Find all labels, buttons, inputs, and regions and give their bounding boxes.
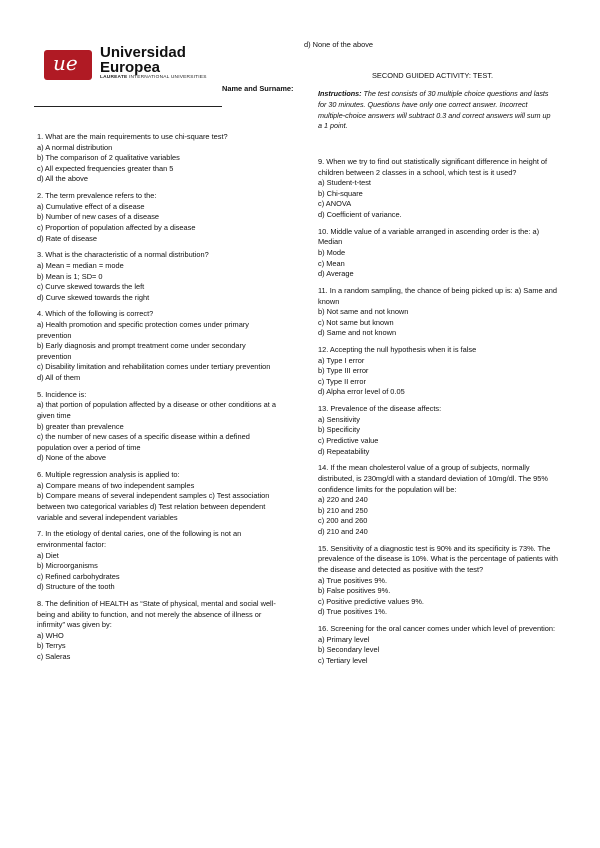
question-block <box>318 463 564 537</box>
answer-option: d) Rate of disease <box>37 233 97 243</box>
question-text: 7. In the etiology of dental caries, one of the following is not an environmental factor: <box>37 529 242 549</box>
answer-option: c) 200 and 260 <box>318 516 368 526</box>
answer-option: c) Proportion of population affected by a disease <box>37 222 196 232</box>
answer-option: b) False positives 9%. <box>318 586 391 596</box>
answer-option: b) Secondary level <box>318 645 380 655</box>
answer-option: b) greater than prevalence <box>37 421 124 431</box>
answer-option: b) Not same and not known <box>318 307 409 317</box>
answer-option: a) Type I error <box>318 355 365 365</box>
question-block <box>37 470 277 523</box>
question-block <box>318 286 564 339</box>
question-block <box>37 250 277 303</box>
answer-option: d) Repeatability <box>318 446 370 456</box>
answer-option: a) Diet <box>37 550 59 560</box>
answer-option: c) the number of new cases of a specific disease within a defined population over a period of time <box>37 432 250 452</box>
question-text: 8. The definition of HEALTH as “State of physical, mental and social well- being and ability to function, and not merely the absence of illness or infirmity” was given by: <box>37 599 276 630</box>
question-text: 13. Prevalence of the disease affects: <box>318 404 442 414</box>
answer-option: c) All expected frequencies greater than 5 <box>37 163 174 173</box>
question-block <box>318 345 564 398</box>
subtitle-bold: LAUREATE <box>100 75 128 80</box>
answer-option: c) Curve skewed towards the left <box>37 282 145 292</box>
question-block <box>37 132 277 185</box>
answer-option: a) Health promotion and specific protection comes under primary prevention <box>37 320 249 340</box>
answer-option: d) Coefficient of variance. <box>318 209 402 219</box>
answer-option: c) Positive predictive values 9%. <box>318 596 424 606</box>
answer-option: a) A normal distribution <box>37 142 113 152</box>
answer-option: c) ANOVA <box>318 199 352 209</box>
answer-option: c) Tertiary level <box>318 655 368 665</box>
answer-option: d) All of them <box>37 373 81 383</box>
question-text: 15. Sensitivity of a diagnostic test is 90% and its specificity is 73%. The prevalence of the disease is 10%. What is the percentage of patients with the disease and detected as positive with the test? <box>318 543 558 574</box>
university-logo-mark <box>44 50 92 80</box>
question-text: 16. Screening for the oral cancer comes under which level of prevention: <box>318 624 556 634</box>
university-name <box>100 45 186 75</box>
answer-option: a) that portion of population affected by a disease or other conditions at a given time <box>37 400 276 420</box>
answer-option: d) Average <box>318 269 354 279</box>
answer-option: b) Compare means of several independent samples c) Test association between two categorical variables d) Test relation between dependent variable and several independent variables <box>37 491 270 522</box>
answer-option: a) 220 and 240 <box>318 495 368 505</box>
answer-option: b) The comparison of 2 qualitative variables <box>37 153 180 163</box>
question-text: 14. If the mean cholesterol value of a group of subjects, normally distributed, is 230mg/dl with a standard deviation of 10mg/dl. The 95% confidence limits for the population will be: <box>318 463 548 494</box>
answer-option: a) Compare means of two independent samples <box>37 480 195 490</box>
answer-option: b) Specificity <box>318 425 360 435</box>
question-text: 10. Middle value of a variable arranged in ascending order is the: a) Median <box>318 226 540 247</box>
answer-option: c) Disability limitation and rehabilitation comes under tertiary prevention <box>37 362 271 372</box>
answer-option: a) WHO <box>37 630 64 640</box>
answer-option: a) Mean = median = mode <box>37 260 124 270</box>
carry-over-option: d) None of the above <box>304 40 374 49</box>
answer-option: b) Mode <box>318 247 346 257</box>
question-block <box>37 191 277 244</box>
answer-option: d) Same and not known <box>318 328 397 338</box>
answer-option: a) Primary level <box>318 634 370 644</box>
question-block <box>37 529 277 593</box>
university-subtitle <box>100 75 207 80</box>
page-title: SECOND GUIDED ACTIVITY: TEST. <box>372 71 494 80</box>
answer-option: c) Refined carbohydrates <box>37 571 120 581</box>
question-block <box>318 227 564 280</box>
university-name-line2: Europea <box>100 59 161 76</box>
subtitle-rest: INTERNATIONAL UNIVERSITIES <box>127 75 207 80</box>
answer-option: d) Structure of the tooth <box>37 582 115 592</box>
answer-option: c) Not same but known <box>318 317 394 327</box>
answer-option: c) Saleras <box>37 652 71 662</box>
name-surname-label: Name and Surname: <box>222 84 294 93</box>
name-surname-line <box>34 106 222 107</box>
answer-option: a) Cumulative effect of a disease <box>37 201 145 211</box>
instructions-label: Instructions: <box>318 89 362 98</box>
answer-option: d) Curve skewed towards the right <box>37 292 150 302</box>
left-question-column <box>37 132 277 669</box>
answer-option: c) Predictive value <box>318 436 379 445</box>
question-text: 11. In a random sampling, the chance of being picked up is: a) Same and known <box>318 285 557 306</box>
answer-option: d) None of the above <box>37 453 107 463</box>
answer-option: b) Microorganisms <box>37 561 98 571</box>
answer-option: d) True positives 1%. <box>318 607 388 617</box>
question-block <box>37 309 277 383</box>
instructions-text: The test consists of 30 multiple choice questions and lasts for 30 minutes. Questions have only one correct answer. Incorrect multiple-choice answers will subtract 0.3 and correct answers will sum up a 1 point. <box>318 89 551 131</box>
right-question-column <box>318 157 564 673</box>
answer-option: b) Chi-square <box>318 188 363 198</box>
question-text: 12. Accepting the null hypothesis when it is false <box>318 345 477 355</box>
answer-option: d) All the above <box>37 174 88 184</box>
question-block <box>37 390 277 464</box>
answer-option: b) Early diagnosis and prompt treatment come under secondary prevention <box>37 341 246 361</box>
question-text: 1. What are the main requirements to use chi-square test? <box>37 132 228 141</box>
answer-option: a) True positives 9%. <box>318 575 388 585</box>
answer-option: b) Number of new cases of a disease <box>37 212 160 222</box>
question-block <box>318 544 564 618</box>
question-text: 2. The term prevalence refers to the: <box>37 191 157 201</box>
question-block <box>318 624 564 666</box>
question-text: 3. What is the characteristic of a normal distribution? <box>37 250 209 260</box>
question-text: 4. Which of the following is correct? <box>37 309 154 319</box>
question-text: 6. Multiple regression analysis is applied to: <box>37 470 180 480</box>
answer-option: a) Student-t-test <box>318 178 371 188</box>
answer-option: d) 210 and 240 <box>318 526 368 536</box>
question-block <box>318 157 564 221</box>
answer-option: b) Type III error <box>318 366 369 376</box>
question-block <box>37 599 277 663</box>
question-text: 5. Incidence is: <box>37 389 87 399</box>
answer-option: a) Sensitivity <box>318 414 360 424</box>
university-name-line1: Universidad <box>100 44 186 61</box>
question-block <box>318 404 564 457</box>
question-text: 9. When we try to find out statistically significant difference in height of children between 2 classes in a school, which test is it used? <box>318 157 548 177</box>
answer-option: b) 210 and 250 <box>318 505 368 515</box>
answer-option: b) Mean is 1; SD= 0 <box>37 271 103 281</box>
instructions <box>318 89 556 132</box>
answer-option: c) Mean <box>318 258 345 268</box>
answer-option: c) Type II error <box>318 376 366 386</box>
answer-option: b) Terrys <box>37 641 66 651</box>
logo-mark-text: ue <box>53 51 78 75</box>
answer-option: d) Alpha error level of 0.05 <box>318 387 405 397</box>
